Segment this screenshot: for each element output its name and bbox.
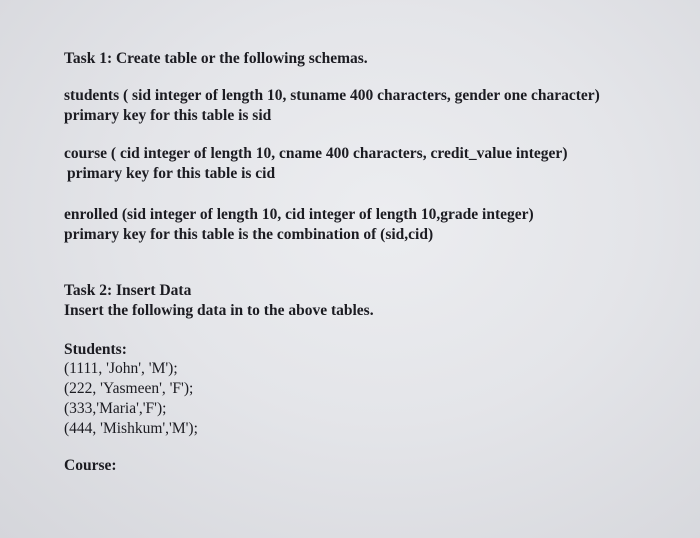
course-label: Course: xyxy=(64,457,117,474)
students-data-list xyxy=(64,359,198,439)
students-schema xyxy=(64,86,600,126)
students-data-row: (222, 'Yasmeen', 'F'); xyxy=(64,380,194,397)
students-data-row: (1111, 'John', 'M'); xyxy=(64,360,178,377)
task1-heading: Task 1: Create table or the following schemas. xyxy=(64,50,368,67)
enrolled-schema xyxy=(64,205,534,245)
task2-section xyxy=(64,281,374,321)
course-schema-line2: primary key for this table is cid xyxy=(67,165,276,182)
students-label: Students: xyxy=(64,341,127,358)
students-schema-line2: primary key for this table is sid xyxy=(64,107,272,124)
students-schema-line1: students ( sid integer of length 10, stuname 400 characters, gender one character) xyxy=(64,87,600,104)
students-data-row: (444, 'Mishkum','M'); xyxy=(64,420,198,437)
course-schema-line1: course ( cid integer of length 10, cname 400 characters, credit_value integer) xyxy=(64,145,568,162)
task2-instruction: Insert the following data in to the above tables. xyxy=(64,302,374,319)
enrolled-schema-line1: enrolled (sid integer of length 10, cid integer of length 10,grade integer) xyxy=(64,206,534,223)
enrolled-schema-line2: primary key for this table is the combination of (sid,cid) xyxy=(64,226,434,243)
students-data-row: (333,'Maria','F'); xyxy=(64,400,167,417)
task2-heading: Task 2: Insert Data xyxy=(64,282,192,299)
course-schema xyxy=(64,144,567,184)
